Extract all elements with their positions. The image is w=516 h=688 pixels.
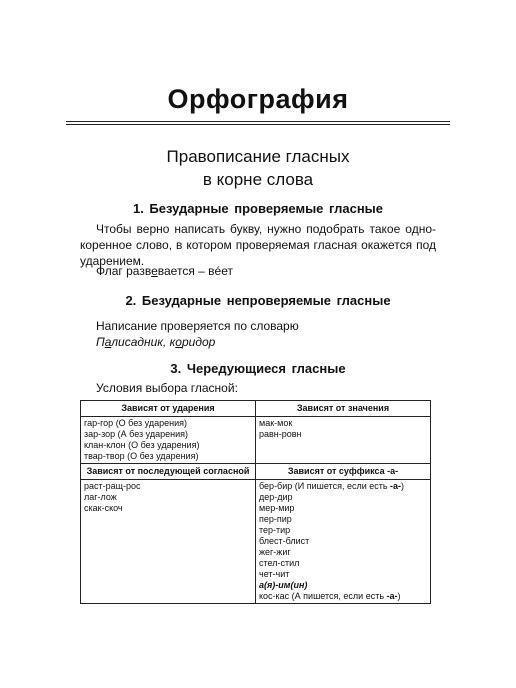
table-cell-line: равн-ровн (259, 429, 302, 439)
cell-text: ) (397, 591, 401, 601)
alternating-vowels-table (80, 400, 431, 604)
subtitle-line-2: в корне слова (202, 170, 314, 189)
table-row (81, 417, 431, 464)
page-title: Орфография (167, 84, 349, 114)
table-cell-line: скак-скоч (84, 503, 123, 513)
section-1-paragraph (80, 221, 436, 269)
example-stressed-vowel: е (151, 264, 158, 278)
cell-text: ) (401, 481, 405, 491)
table-row (81, 480, 431, 604)
example-unstressed-vowel: а (104, 335, 112, 349)
section-1-text: Чтобы верно написать букву, нужно подобрать такое однокоренное слово, в котором проверяемая гласная окажется под ударением. (80, 222, 436, 268)
cell-bold-suffix: -а- (386, 591, 398, 601)
subtitle-line-1: Правописание гласных (166, 147, 350, 166)
table-cell-line: гар-гор (О без ударения) (84, 418, 188, 428)
table-cell-line: блест-блист (259, 536, 310, 546)
table-header-cell: Зависят от суффикса -а- (256, 464, 431, 480)
title-rule-bottom (66, 124, 450, 125)
table-cell-line: раст-ращ-рос (84, 481, 141, 491)
table-cell-line: чет-чит (259, 569, 290, 579)
example-unstressed-vowel: о (175, 335, 182, 349)
cell-bold-suffix: -а- (390, 481, 402, 491)
example-text: лисадник, к (111, 335, 176, 349)
table-cell-line: стел-стил (259, 558, 300, 568)
section-3-intro: Условия выбора гласной: (96, 381, 238, 395)
table-header-row (81, 401, 431, 417)
section-1-heading: 1. Безударные проверяемые гласные (132, 201, 384, 216)
cell-text: кос-кас (А пишется, если есть (259, 591, 387, 601)
section-3-heading: 3. Чередующиеся гласные (170, 361, 346, 376)
table-cell-line: клан-клон (О без ударения) (84, 440, 200, 450)
section-2-example (96, 334, 215, 350)
table-cell-line (259, 481, 427, 492)
table-header-cell: Зависят от ударения (81, 401, 256, 417)
table-cell-line: тер-тир (259, 525, 291, 535)
example-text: ридор (181, 335, 216, 349)
cell-text: бер-бир (И пишется, если есть (259, 481, 391, 491)
table-cell (256, 417, 431, 464)
table-cell-line: зар-зор (А без ударения) (84, 429, 188, 439)
table-cell-line: мер-мир (259, 503, 295, 513)
table-header-cell: Зависят от последующей согласной (81, 464, 256, 480)
table-cell-line: лаг-лож (84, 492, 117, 502)
table-cell-line: твар-твор (О без ударения) (84, 451, 199, 461)
section-1-example (96, 263, 233, 279)
section-2-text: Написание проверяется по словарю (96, 319, 299, 333)
table-cell (81, 480, 256, 604)
example-text: П (96, 335, 105, 349)
table-cell (256, 480, 431, 604)
table-cell (81, 417, 256, 464)
table-cell-line: жег-жиг (259, 547, 291, 557)
table-cell-line (259, 591, 427, 602)
table-header-row (81, 464, 431, 480)
table-cell-line: а(я)-им(ин) (259, 580, 308, 590)
example-text: Флаг разв (96, 264, 152, 278)
table-cell-line: дер-дир (259, 492, 293, 502)
subtitle (0, 145, 516, 191)
example-text: вается – вéет (157, 264, 233, 278)
table-cell-line: мак-мок (259, 418, 293, 428)
title-rule-top (66, 121, 450, 122)
section-2-heading: 2. Безударные непроверяемые гласные (125, 293, 391, 308)
table-cell-line: пер-пир (259, 514, 292, 524)
table-header-cell: Зависят от значения (256, 401, 431, 417)
